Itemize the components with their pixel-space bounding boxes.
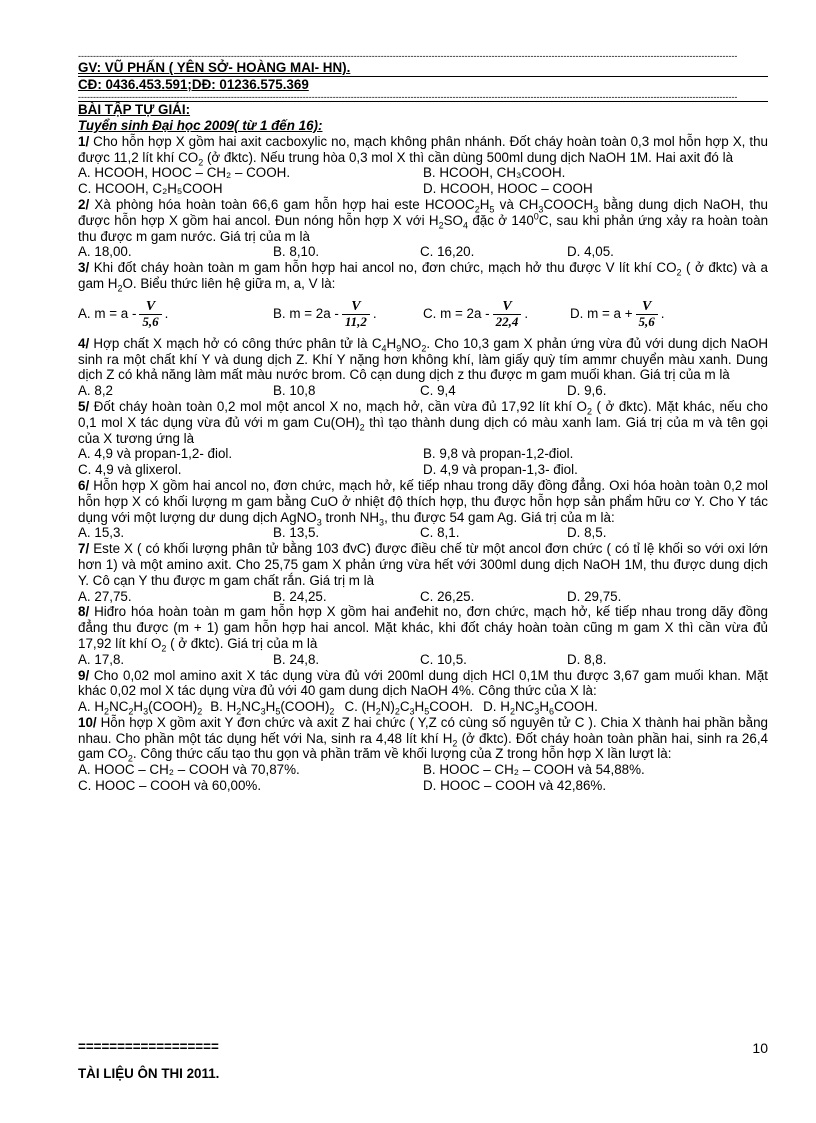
option-a[interactable]: A. 17,8.: [78, 651, 125, 667]
fraction-denominator: 5,6: [139, 314, 161, 329]
question-text: Cho 0,02 mol amino axit X tác dụng vừa đủ với 200ml dung dịch HCl 0,1M thu được 3,67 gam muối khan. Mặt khác 0,02 mol X tác dụng vừa đủ với 40 gam dung dịch NaOH 4%. Công thức của X là:: [78, 667, 768, 699]
question-7: [78, 541, 768, 588]
question-8: 8/ Hiđro hóa hoàn toàn m gam hỗn hợp X gồm hai anđehit no, đơn chức, mạch hở, kế tiếp nhau trong dãy đồng đẳng thu được (m + 1) gam hỗn hợp hai ancol. Mặt khác, khi đốt cháy hoàn toàn cũng m gam X thì cần vừa đủ 17,92 lít khí $O_2$ ( ở đktc). Giá trị của m là: [78, 604, 768, 654]
option-b[interactable]: B. $H_2NC_3H_5(COOH)_2$: [210, 699, 335, 717]
option-a[interactable]: A. 8,2: [78, 383, 113, 399]
option-a[interactable]: A. 15,3.: [78, 525, 125, 541]
answer-options: [78, 652, 768, 668]
footer-divider: ==================: [78, 1039, 219, 1054]
option-d[interactable]: D. 9,6.: [567, 383, 607, 399]
question-number: 9/: [78, 667, 90, 683]
fraction-numerator: V: [502, 298, 512, 314]
question-3: 3/ Khi đốt cháy hoàn toàn m gam hỗn hợp hai ancol no, đơn chức, mạch hở thu được V lít khí $CO_2$ ( ở đktc) và a gam $H_2O$. Biểu thức liên hệ giữa m, a, V là:: [78, 260, 769, 294]
option-d[interactable]: D. m = a + $\frac{V}{5,6}$ .: [570, 298, 665, 329]
option-c[interactable]: C. $(H_2N)_2C_3H_5COOH$.: [344, 699, 474, 717]
option-d[interactable]: D. 4,9 và propan-1,3- điol.: [423, 462, 578, 478]
question-number: 4/: [78, 335, 90, 351]
option-d[interactable]: D. 8,8.: [567, 651, 607, 667]
option-b[interactable]: B. 13,5.: [273, 525, 320, 541]
fraction-denominator: 22,4: [493, 314, 522, 329]
answer-options: [78, 699, 768, 715]
option-c-label: C. m = 2a -: [423, 305, 490, 321]
question-10: 10/ Hỗn hợp X gồm axit Y đơn chức và axit Z hai chức ( Y,Z có cùng số nguyên tử C ). Chia X thành hai phần bằng nhau. Cho phần một tác dụng hết với Na, sinh ra 4,48 lít khí $H_2$ (ở đktc). Đốt cháy hoàn toàn phần hai, sinh ra 26,4 gam $CO_2$. Công thức cấu tạo thu gọn và phần trăm về khối lượng của Z trong hỗn hợp X lần lượt là:: [78, 714, 768, 765]
page-footer: [78, 1040, 768, 1081]
divider-dashes-top: ----------------------------------------------------------------------------------------------------------------------------------------------------------------------------------------------------------------------------: [78, 52, 738, 60]
option-d-label: D. m = a +: [570, 305, 633, 321]
option-c[interactable]: C. 4,9 và glixerol.: [78, 462, 182, 478]
option-b[interactable]: B. m = 2a - $\frac{V}{11,2}$ .: [273, 298, 377, 329]
answer-options: [78, 244, 768, 260]
option-a[interactable]: A. HOOC – CH₂ – COOH và 70,87%.: [78, 762, 300, 778]
question-number: 3/: [78, 260, 90, 276]
divider-dashes-bottom: ----------------------------------------------------------------------------------------------------------------------------------------------------------------------------------------------------------------------------: [78, 93, 768, 102]
fraction: [342, 299, 370, 329]
option-c[interactable]: C. 9,4: [420, 383, 456, 399]
question-number: 5/: [78, 398, 90, 414]
section-subtitle: Tuyển sinh Đại học 2009( từ 1 đến 16):: [78, 118, 323, 133]
page-number: 10: [752, 1040, 768, 1056]
option-a[interactable]: A. $H_2NC_2H_3(COOH)_2$: [78, 699, 203, 717]
fraction: [636, 299, 658, 329]
question-4: 4/ Hợp chất X mạch hở có công thức phân tử là $C_4H_9NO_2$. Cho 10,3 gam X phản ứng vừa đủ với dung dịch NaOH sinh ra một chất khí Y và dung dịch Z. Khí Y nặng hơn không khí, làm giấy quỳ tím ammr chuyển màu xanh. Dung dịch Z có khả năng làm mất màu nước brom. Cô cạn dung dịch z thu được m gam muối khan. Giá trị của m là: [78, 335, 768, 383]
option-d[interactable]: D. 8,5.: [567, 525, 607, 541]
option-b-label: B. m = 2a -: [273, 305, 339, 321]
option-c[interactable]: C. 10,5.: [420, 651, 467, 667]
option-c[interactable]: C. 8,1.: [420, 525, 460, 541]
option-a[interactable]: A. m = a - $\frac{V}{5,6}$ .: [78, 298, 169, 329]
fraction-numerator: V: [641, 298, 652, 314]
footer-title: TÀI LIỆU ÔN THI 2011.: [78, 1066, 220, 1081]
question-2: 2/ Xà phòng hóa hoàn toàn 66,6 gam hỗn hợp hai este $HCOOC_2H_5$ và $CH_3COOCH_3$ bằng dung dịch NaOH, thu được hỗn hợp X gồm hai ancol. Đun nóng hỗn hợp X với $H_2SO_4$ đặc ở $140^0C$, sau khi phản ứng xảy ra hoàn toàn thu được m gam nước. Giá trị của m là: [78, 196, 769, 244]
fraction-numerator: V: [351, 298, 361, 314]
option-d[interactable]: D. HOOC – COOH và 42,86%.: [423, 778, 607, 794]
option-a[interactable]: A. 18,00.: [78, 244, 132, 260]
fraction-numerator: V: [145, 298, 156, 314]
option-c[interactable]: C. 16,20.: [420, 244, 475, 260]
option-a-label: A. m = a -: [78, 305, 137, 321]
question-text: Este X ( có khối lượng phân tử bằng 103 đvC) được điều chế từ một ancol đơn chức ( có tỉ lệ khối so với oxi lớn hơn 1) và một amino axit. Cho 25,75 gam X phản ứng vừa hết với 300ml dung dịch NaOH 1M, thu được dung dịch Y. Cô cạn Y thu được m gam chất rắn. Giá trị m là: [78, 541, 768, 588]
question-number: 2/: [78, 196, 90, 212]
question-9: [78, 668, 768, 700]
option-c[interactable]: C. 26,25.: [420, 588, 475, 604]
answer-options: [78, 762, 768, 794]
question-number: 10/: [78, 714, 97, 730]
section-title: BÀI TẬP TỰ GIẢI:: [78, 102, 191, 117]
question-number: 6/: [78, 477, 90, 493]
option-b[interactable]: B. 10,8: [273, 383, 316, 399]
option-b[interactable]: B. 9,8 và propan-1,2-điol.: [423, 446, 574, 462]
fraction: [139, 299, 161, 329]
answer-options: [78, 165, 768, 197]
fraction: [493, 299, 522, 329]
option-d[interactable]: D. 29,75.: [567, 588, 622, 604]
option-b[interactable]: B. 24,8.: [273, 651, 320, 667]
answer-options: [78, 294, 768, 334]
option-c[interactable]: C. m = 2a - $\frac{V}{22,4}$ .: [423, 298, 529, 329]
option-d[interactable]: D. HCOOH, HOOC – COOH: [423, 181, 593, 197]
question-5: 5/ Đốt cháy hoàn toàn 0,2 mol một ancol X no, mạch hở, cần vừa đủ 17,92 lít khí $O_2$ ( ở đktc). Mặt khác, nếu cho 0,1 mol X tác dụng vừa đủ với m gam $Cu(OH)_2$ thì tạo thành dung dịch có màu xanh lam. Giá trị của m và tên gọi của X tương ứng là: [78, 398, 768, 446]
option-a[interactable]: A. 4,9 và propan-1,2- điol.: [78, 446, 233, 462]
answer-options: [78, 383, 768, 399]
option-b[interactable]: B. 8,10.: [273, 244, 320, 260]
question-number: 8/: [78, 604, 90, 620]
question-6: 6/ Hỗn hợp X gồm hai ancol no, đơn chức, mạch hở, kế tiếp nhau trong dãy đồng đẳng. Oxi hóa hoàn toàn 0,2 mol hỗn hợp X có khối lượng m gam bằng CuO ở nhiệt độ thích hợp, thu được hỗn hợp sản phẩm hữu cơ Y. Cho Y tác dụng với một lượng dư dung dịch AgNO$_3$ tronh $NH_3$, thu được 54 gam Ag. Giá trị của m là:: [78, 477, 768, 528]
answer-options: [78, 525, 768, 541]
author-line: GV: VŨ PHẤN ( YÊN SỞ- HOÀNG MAI- HN).: [78, 60, 768, 77]
fraction-denominator: 5,6: [636, 314, 658, 329]
option-d[interactable]: D. 4,05.: [567, 244, 614, 260]
answer-options: [78, 446, 768, 478]
answer-options: [78, 589, 768, 605]
option-b[interactable]: B. HCOOH, CH₃COOH.: [423, 165, 566, 181]
option-a[interactable]: A. 27,75.: [78, 588, 132, 604]
question-number: 7/: [78, 541, 90, 557]
option-c[interactable]: C. HOOC – COOH và 60,00%.: [78, 778, 262, 794]
option-a[interactable]: A. HCOOH, HOOC – CH₂ – COOH.: [78, 165, 291, 181]
document-page: [78, 52, 768, 794]
option-b[interactable]: B. 24,25.: [273, 588, 327, 604]
question-number: 1/: [78, 133, 90, 149]
fraction-denominator: 11,2: [342, 314, 370, 329]
option-d[interactable]: D. $H_2NC_3H_6COOH$.: [483, 699, 598, 717]
option-c[interactable]: C. HCOOH, C₂H₅COOH: [78, 181, 223, 197]
phone-line: CĐ: 0436.453.591;DĐ: 01236.575.369: [78, 77, 309, 92]
option-b[interactable]: B. HOOC – CH₂ – COOH và 54,88%.: [423, 762, 645, 778]
question-1: 1/ Cho hỗn hợp X gồm hai axit cacboxylic no, mạch không phân nhánh. Đốt cháy hoàn toàn 0,3 mol hỗn hợp X, thu được 11,2 lít khí $CO_2$ (ở đktc). Nếu trung hòa 0,3 mol X thì cần dùng 500ml dung dịch NaOH 1M. Hai axit đó là: [78, 133, 768, 168]
